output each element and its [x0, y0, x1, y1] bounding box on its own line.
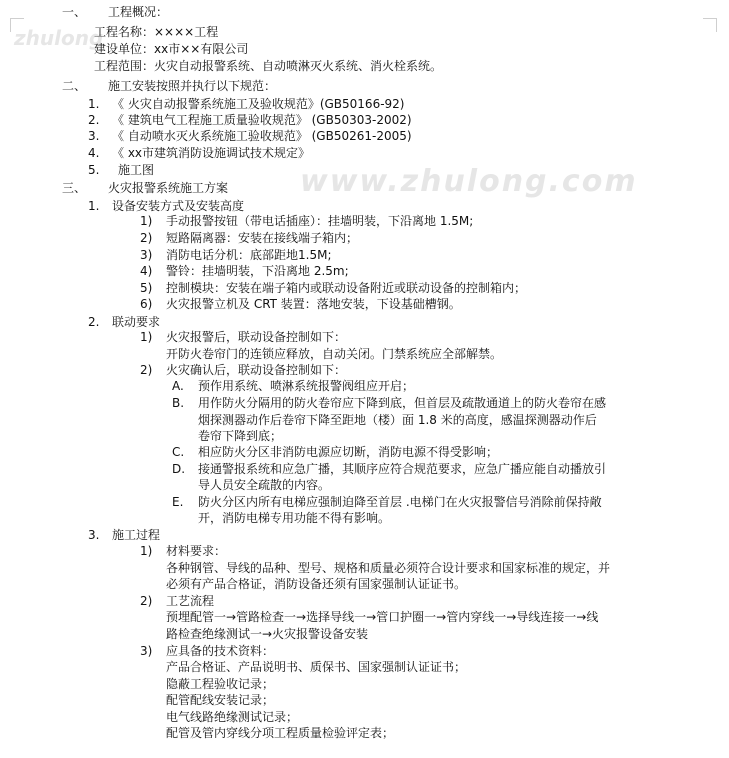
corner-mark — [10, 18, 11, 32]
item-number: 2) — [140, 363, 153, 377]
standard-item: 《 建筑电气工程施工质量验收规范》 (GB50303-2002) — [112, 113, 412, 127]
linkage-clause: 用作防火分隔用的防火卷帘应下降到底，但首层及疏散通道上的防火卷帘在感 — [198, 396, 607, 410]
standard-item: 《 xx市建筑消防设施调试技术规定》 — [112, 146, 311, 160]
process-item: 应具备的技术资料： — [166, 644, 275, 658]
standard-item: 施工图 — [118, 163, 155, 177]
subsection-heading: 联动要求 — [112, 315, 161, 329]
install-item: 火灾报警立机及 CRT 装置：落地安装，下设基础槽钢。 — [166, 297, 461, 311]
process-text: 电气线路绝缘测试记录； — [166, 710, 299, 724]
letter-marker: D. — [172, 462, 186, 476]
corner-mark — [716, 18, 717, 32]
item-number: 2) — [140, 594, 153, 608]
linkage-clause: 防火分区内所有电梯应强制迫降至首层 .电梯门在火灾报警信号消除前保持敞 — [198, 495, 602, 509]
letter-marker: B. — [172, 396, 185, 410]
list-number: 4. — [88, 146, 100, 160]
linkage-clause: 预作用系统、喷淋系统报警阀组应开启； — [198, 379, 415, 393]
install-item: 警铃：挂墙明装，下沿离地 2.5m; — [166, 264, 349, 278]
client: 建设单位：xx市××有限公司 — [94, 42, 249, 56]
project-scope: 工程范围：火灾自动报警系统、自动喷淋灭火系统、消火栓系统。 — [94, 59, 443, 73]
process-text: 产品合格证、产品说明书、质保书、国家强制认证证书； — [166, 660, 467, 674]
process-text: 隐蔽工程验收记录； — [166, 677, 275, 691]
letter-marker: C. — [172, 445, 185, 459]
standard-item: 《 自动喷水灭火系统施工验收规范》 (GB50261-2005) — [112, 129, 412, 143]
section-number: 二、 — [62, 79, 87, 93]
section-number: 一、 — [62, 5, 87, 19]
linkage-clause: 卷帘下降到底； — [198, 429, 283, 443]
section-heading: 施工安装按照并执行以下规范： — [108, 79, 277, 93]
process-text: 必须有产品合格证，消防设备还须有国家强制认证证书。 — [166, 577, 467, 591]
item-number: 1) — [140, 330, 153, 344]
section-heading: 火灾报警系统施工方案 — [108, 181, 229, 195]
process-text: 各种钢管、导线的品种、型号、规格和质量必须符合设计要求和国家标准的规定，并 — [166, 561, 611, 575]
standard-item: 《 火灾自动报警系统施工及验收规范》(GB50166-92) — [112, 97, 405, 111]
subsection-heading: 施工过程 — [112, 528, 161, 542]
install-item: 控制模块：安装在端子箱内或联动设备附近或联动设备的控制箱内； — [166, 281, 527, 295]
item-number: 2) — [140, 231, 153, 245]
linkage-item: 火灾确认后，联动设备控制如下： — [166, 363, 347, 377]
subsection-heading: 设备安装方式及安装高度 — [112, 199, 245, 213]
linkage-clause: 开，消防电梯专用功能不得有影响。 — [198, 511, 391, 525]
install-item: 消防电话分机：底部距地1.5M; — [166, 248, 332, 262]
process-text: 配管及管内穿线分项工程质量检验评定表； — [166, 726, 395, 740]
item-number: 1) — [140, 214, 153, 228]
project-name: 工程名称：××××工程 — [94, 25, 219, 39]
list-number: 1. — [88, 97, 100, 111]
subsection-number: 1. — [88, 199, 100, 213]
list-number: 5. — [88, 163, 100, 177]
section-heading: 工程概况： — [108, 5, 169, 19]
install-item: 短路隔离器：安装在接线端子箱内； — [166, 231, 359, 245]
linkage-clause: 导人员安全疏散的内容。 — [198, 478, 331, 492]
install-item: 手动报警按钮（带电话插座）：挂墙明装，下沿离地 1.5M; — [166, 214, 474, 228]
item-number: 6) — [140, 297, 153, 311]
item-number: 5) — [140, 281, 153, 295]
item-number: 1) — [140, 544, 153, 558]
process-text: 配管配线安装记录； — [166, 693, 275, 707]
item-number: 4) — [140, 264, 153, 278]
linkage-clause: 烟探测器动作后卷帘下降至距地（楼）面 1.8 米的高度，感温探测器动作后 — [198, 413, 597, 427]
process-item: 材料要求： — [166, 544, 227, 558]
item-number: 3) — [140, 644, 153, 658]
linkage-clause: 接通警报系统和应急广播，其顺序应符合规范要求，应急广播应能自动播放引 — [198, 462, 607, 476]
corner-mark — [10, 18, 24, 19]
subsection-number: 2. — [88, 315, 100, 329]
linkage-item: 火灾报警后，联动设备控制如下： — [166, 330, 347, 344]
letter-marker: E. — [172, 495, 184, 509]
linkage-clause: 相应防火分区非消防电源应切断，消防电源不得受影响； — [198, 445, 499, 459]
process-text: 路检查绝缘测试一→火灾报警设备安装 — [166, 627, 369, 641]
linkage-item-continuation: 开防火卷帘门的连锁应释放，自动关闭。门禁系统应全部解禁。 — [166, 347, 503, 361]
corner-mark — [703, 18, 717, 19]
item-number: 3) — [140, 248, 153, 262]
section-number: 三、 — [62, 181, 87, 195]
process-text: 预埋配管一→管路检查一→选择导线一→管口护圈一→管内穿线一→导线连接一→线 — [166, 610, 599, 624]
letter-marker: A. — [172, 379, 184, 393]
process-item: 工艺流程 — [166, 594, 215, 608]
watermark-logo: zhulong — [14, 26, 104, 50]
list-number: 2. — [88, 113, 100, 127]
subsection-number: 3. — [88, 528, 100, 542]
list-number: 3. — [88, 129, 100, 143]
watermark-center: www.zhulong.com — [300, 164, 638, 199]
